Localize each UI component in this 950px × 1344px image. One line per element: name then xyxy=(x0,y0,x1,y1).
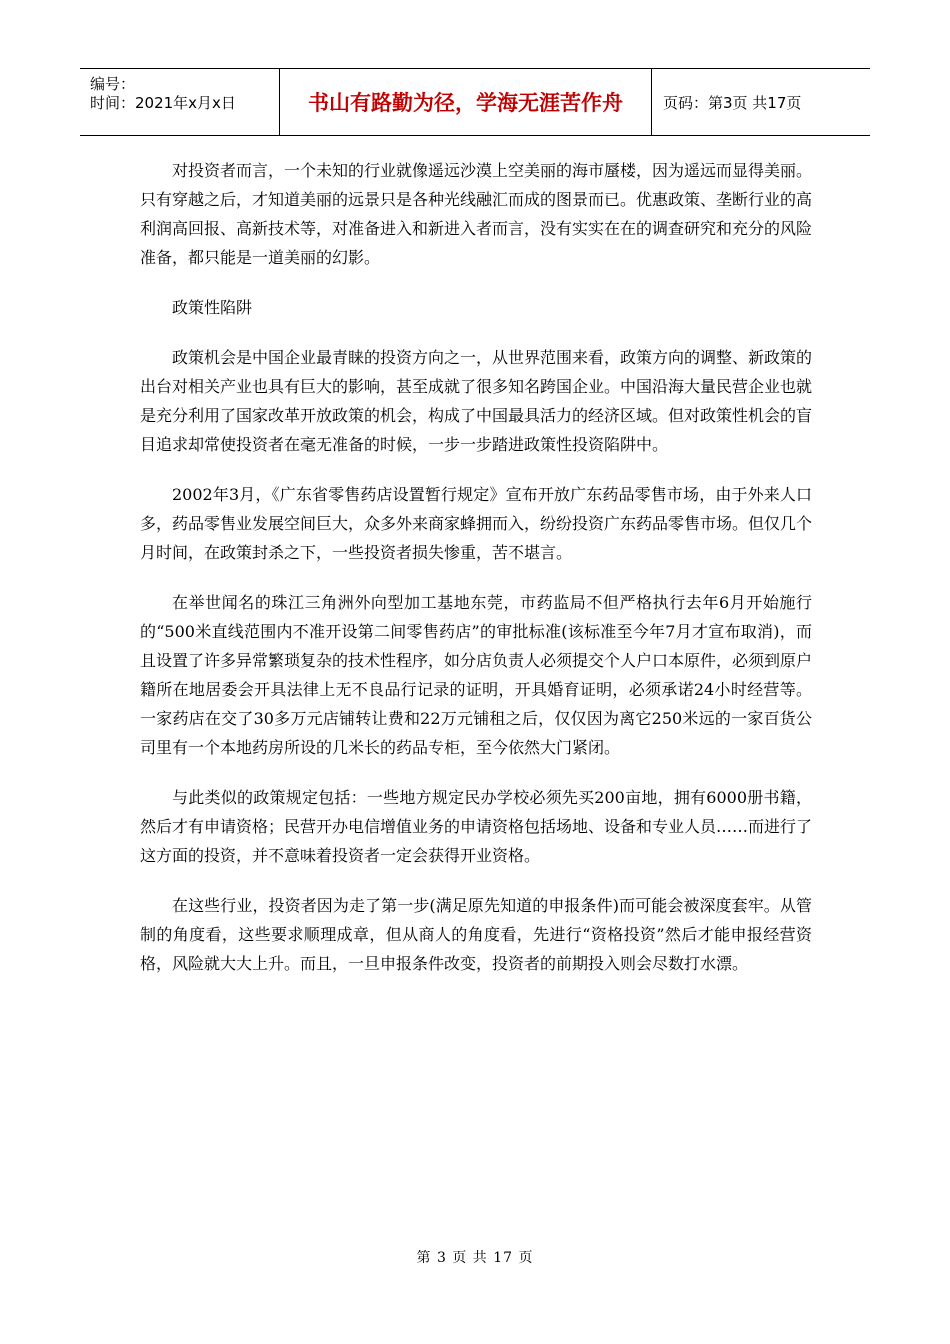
page-header xyxy=(80,68,870,136)
paragraph-similar-policies: 与此类似的政策规定包括：一些地方规定民办学校必须先买200亩地，拥有6000册书籍，然后才有申请资格；民营开办电信增值业务的申请资格包括场地、设备和专业人员……而进行了这方面的投资，并不意味着投资者一定会获得开业资格。 xyxy=(140,788,813,865)
paragraph-guangdong-case: 2002年3月，《广东省零售药店设置暂行规定》宣布开放广东药品零售市场，由于外来人口多，药品零售业发展空间巨大，众多外来商家蜂拥而入，纷纷投资广东药品零售市场。但仅几个月时间，在政策封杀之下，一些投资者损失惨重，苦不堪言。 xyxy=(140,485,813,562)
document-body xyxy=(140,156,812,999)
document-date: 时间：2021年x月x日 xyxy=(90,94,236,112)
paragraph-conclusion: 在这些行业，投资者因为走了第一步(满足原先知道的申报条件)而可能会被深度套牢。从管制的角度看，这些要求顺理成章，但从商人的角度看，先进行“资格投资”然后才能申报经营资格，风险就大大上升。而且，一旦申报条件改变，投资者的前期投入则会尽数打水漂。 xyxy=(140,896,812,973)
paragraph-dongguan-case: 在举世闻名的珠江三角洲外向型加工基地东莞，市药监局不但严格执行去年6月开始施行的“500米直线范围内不准开设第二间零售药店”的审批标准(该标准至今年7月才宣布取消)，而且设置了许多异常繁琐复杂的技术性程序，如分店负责人必须提交个人户口本原件，必须到原户籍所在地居委会开具法律上无不良品行记录的证明，开具婚育证明，必须承诺24小时经营等。一家药店在交了30多万元店铺转让费和22万元铺租之后，仅仅因为离它250米远的一家百货公司里有一个本地药房所设的几米长的药品专柜，至今依然大门紧闭。 xyxy=(140,593,813,757)
header-motto: 书山有路勤为径，学海无涯苦作舟 xyxy=(280,69,652,135)
paragraph-policy-opportunity: 政策机会是中国企业最青睐的投资方向之一，从世界范围来看，政策方向的调整、新政策的出台对相关产业也具有巨大的影响，甚至成就了很多知名跨国企业。中国沿海大量民营企业也就是充分利用了国家改革开放政策的机会，构成了中国最具活力的经济区域。但对政策性机会的盲目追求却常使投资者在毫无准备的时候，一步一步踏进政策性投资陷阱中。 xyxy=(140,348,813,454)
paragraph-intro: 对投资者而言，一个未知的行业就像遥远沙漠上空美丽的海市蜃楼，因为遥远而显得美丽。只有穿越之后，才知道美丽的远景只是各种光线融汇而成的图景而已。优惠政策、垄断行业的高利润高回报、高新技术等，对准备进入和新进入者而言，没有实实在在的调查研究和充分的风险准备，都只能是一道美丽的幻影。 xyxy=(140,161,813,267)
header-meta xyxy=(80,69,280,135)
header-page-info: 页码：第3页 共17页 xyxy=(663,93,802,112)
document-number-label: 编号： xyxy=(90,75,136,93)
page-footer: 第 3 页 共 17 页 xyxy=(416,1250,534,1266)
section-heading: 政策性陷阱 xyxy=(172,298,253,317)
